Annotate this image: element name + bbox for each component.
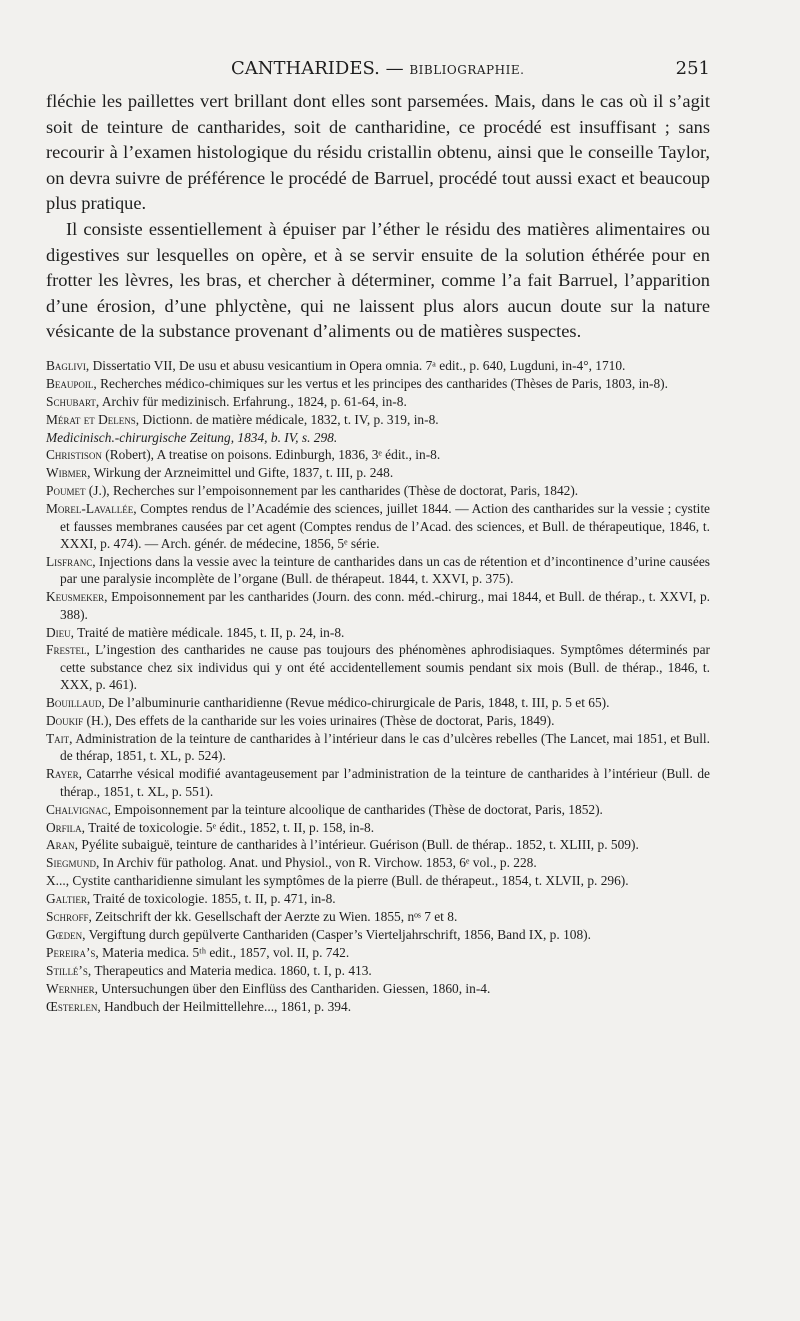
bibliography-entry: [46, 730, 710, 765]
bibliography-entry: [46, 553, 710, 588]
bibliography-entry: [46, 464, 710, 481]
bib-text: (H.), Des effets de la cantharide sur les voies urinaires (Thèse de doctorat, Paris, 1849).: [83, 713, 555, 729]
bib-text: Comptes rendus de l’Académie des sciences, juillet 1844. — Action des cantharides sur la vessie ; cystite et fausses membranes causées par cet agent (Comptes rendus de l’Acad. des sciences, et Bull. de thérapeutique, 1846, t. XXXI, p. 474). — Arch. génér. de médecine, 1856, 5ᵉ série.: [60, 501, 710, 551]
bibliography-entry: [46, 588, 710, 623]
bib-text: Catarrhe vésical modifié avantageusement par l’administration de la teinture de cantharides à l’intérieur (Bull. de thérap., 1851, t. XL, p. 551).: [60, 766, 710, 799]
bibliography-entry: [46, 694, 710, 711]
running-title: CANTHARIDES. — BIBLIOGRAPHIE.: [231, 58, 525, 79]
bib-text: (J.), Recherches sur l’empoisonnement par les cantharides (Thèse de doctorat, Paris, 1842).: [85, 483, 579, 499]
bibliography-entry: [46, 801, 710, 818]
bib-text: Dissertatio VII, De usu et abusu vesicantium in Opera omnia. 7ᵃ edit., p. 640, Lugduni, in-4°, 1710.: [89, 357, 626, 373]
bib-author: Morel-Lavallée,: [46, 501, 137, 517]
bibliography-entry: [46, 819, 710, 836]
bib-author: Mérat et Delens,: [46, 411, 140, 427]
bib-text: Cystite cantharidienne simulant les symptômes de la pierre (Bull. de thérapeut., 1854, t. XLVII, p. 296).: [69, 873, 629, 889]
bib-text: Empoisonnement par les cantharides (Journ. des conn. méd.-chirurg., mai 1844, et Bull. de thérap., t. XXVI, p. 388).: [60, 589, 710, 622]
bib-text: De l’albuminurie cantharidienne (Revue médico-chirurgicale de Paris, 1848, t. III, p. 5 et 65).: [104, 695, 610, 711]
bib-text: Handbuch der Heilmittellehre..., 1861, p. 394.: [100, 998, 352, 1014]
bib-text: Pyélite subaiguë, teinture de cantharides à l’intérieur. Guérison (Bull. de thérap.. 1852, t. XLIII, p. 509).: [78, 837, 639, 853]
bib-text: Materia medica. 5ᵗʰ edit., 1857, vol. II, p. 742.: [98, 944, 350, 960]
bibliography-list: [46, 357, 710, 1015]
bib-text: Administration de la teinture de cantharides à l’intérieur dans le cas d’ulcères rebelles (The Lancet, mai 1851, et Bull. de thérap, 1851, t. XL, p. 524).: [60, 730, 710, 764]
bib-author: Aran,: [46, 837, 79, 853]
bib-author: Schubart,: [46, 393, 100, 409]
bib-author: Orfila,: [46, 819, 86, 835]
bib-author: Pereira’s,: [46, 944, 99, 960]
bib-text: Archiv für medizinisch. Erfahrung., 1824, p. 61-64, in-8.: [99, 393, 407, 409]
bibliography-entry: [46, 908, 710, 925]
bib-text: In Archiv für patholog. Anat. und Physiol., von R. Virchow. 1853, 6ᵉ vol., p. 228.: [99, 855, 537, 871]
bib-author: Wibmer,: [46, 465, 91, 481]
bib-text: Vergiftung durch gepülverte Canthariden (Casper’s Vierteljahrschrift, 1856, Band IX, p. 108).: [85, 926, 591, 942]
bib-author: Poumet: [46, 483, 86, 499]
bibliography-entry: [46, 393, 710, 410]
bibliography-entry: [46, 944, 710, 961]
bibliography-entry: [46, 926, 710, 943]
bibliography-entry: [46, 482, 710, 499]
bib-text: (Robert), A treatise on poisons. Edinburgh, 1836, 3ᵉ édit., in-8.: [101, 447, 441, 463]
bibliography-entry: [46, 411, 710, 428]
bibliography-entry: [46, 375, 710, 392]
bibliography-entry: [46, 712, 710, 729]
bibliography-entry: [46, 429, 710, 446]
bibliography-entry: [46, 357, 710, 374]
bibliography-entry: [46, 765, 710, 800]
running-subtitle: BIBLIOGRAPHIE.: [409, 63, 525, 77]
bib-text: Medicinisch.-chirurgische Zeitung, 1834, b. IV, s. 298.: [46, 429, 338, 445]
body-paragraph-2: Il consiste essentiellement à épuiser par l’éther le résidu des matières alimentaires ou digestives sur lesquelles on opère, et à se servir ensuite de la solution éthérée pour en frotter les lèvres, les bras, et chercher à déterminer, comme l’a fait Barruel, l’apparition d’une érosion, d’une phlyctène, qui ne laissent plus alors aucun doute sur la nature vésicante de la substance provenant d’aliments ou de matières suspectes.: [46, 218, 710, 342]
bib-text: Dictionn. de matière médicale, 1832, t. IV, p. 319, in-8.: [139, 411, 439, 427]
bib-author: Frestel,: [46, 642, 90, 658]
bibliography-entry: [46, 962, 710, 979]
bibliography-entry: [46, 624, 710, 641]
bib-text: L’ingestion des cantharides ne cause pas toujours des phénomènes aphrodisiaques. Symptômes déterminés par cette substance chez six individus qui y ont été accidentellement soumis pendant six mois (Bull. de thérap., 1846, t. XXX, p. 461).: [60, 642, 710, 693]
bibliography-entry: [46, 998, 710, 1015]
bibliography-entry: [46, 641, 710, 693]
bib-text: Traité de toxicologie. 1855, t. II, p. 471, in-8.: [90, 891, 336, 907]
bib-author: Gœden,: [46, 926, 86, 942]
bib-author: Rayer,: [46, 766, 82, 782]
bib-text: Traité de matière médicale. 1845, t. II, p. 24, in-8.: [74, 624, 345, 640]
bib-author: Stillé’s,: [46, 962, 92, 978]
book-page: [46, 58, 710, 1015]
bib-author: Galtier,: [46, 891, 91, 907]
bib-author: Beaupoil,: [46, 375, 97, 391]
bibliography-entry: [46, 836, 710, 853]
bib-text: Injections dans la vessie avec la teinture de cantharides dans un cas de rétention et d’incontinence d’urine causées par une paralysie incomplète de l’organe (Bull. de thérapeut. 1844, t. XXVI, p. 375).: [60, 553, 710, 587]
bib-author: Bouillaud,: [46, 695, 105, 711]
bib-text: Untersuchungen über den Einflüss des Canthariden. Giessen, 1860, in-4.: [98, 980, 491, 996]
bib-author: Chalvignac,: [46, 801, 111, 817]
bib-text: Empoisonnement par la teinture alcoolique de cantharides (Thèse de doctorat, Paris, 1852).: [110, 801, 603, 817]
bibliography-entry: [46, 890, 710, 907]
bib-author: Tait,: [46, 730, 73, 746]
bib-text: Wirkung der Arzneimittel und Gifte, 1837, t. III, p. 248.: [90, 465, 394, 481]
bib-text: Recherches médico-chimiques sur les vertus et les principes des cantharides (Thèses de Paris, 1803, in-8).: [96, 375, 668, 391]
bib-text: Therapeutics and Materia medica. 1860, t. I, p. 413.: [91, 962, 372, 978]
bibliography-entry: [46, 872, 710, 889]
body-paragraph-1: fléchie les paillettes vert brillant dont elles sont parsemées. Mais, dans le cas où il s’agit soit de teinture de cantharides, soit de cantharidine, ce procédé est insuffisant ; sans recourir à l’examen histologique du résidu cristallin obtenu, ainsi que le conseille Taylor, on devra suivre de préférence le procédé de Barruel, procédé tout aussi exact et beaucoup plus pratique.: [46, 91, 710, 214]
bib-author: Œsterlen,: [46, 998, 101, 1014]
bib-author: Baglivi,: [46, 357, 90, 373]
bib-author: X...,: [46, 873, 70, 889]
bibliography-entry: [46, 854, 710, 871]
bib-text: Zeitschrift der kk. Gesellschaft der Aerzte zu Wien. 1855, nᵒˢ 7 et 8.: [91, 909, 458, 925]
bib-author: Siegmund,: [46, 855, 100, 871]
bibliography-entry: [46, 500, 710, 552]
bib-author: Keusmeker,: [46, 589, 108, 605]
bib-author: Schroff,: [46, 909, 92, 925]
bib-author: Dieu,: [46, 624, 75, 640]
running-header: [46, 58, 710, 79]
bib-author: Wernher,: [46, 980, 98, 996]
bibliography-entry: [46, 980, 710, 997]
bib-author: Doukif: [46, 713, 84, 729]
bib-author: Christison: [46, 447, 102, 463]
bib-author: Lisfranc,: [46, 553, 96, 569]
bib-text: Traité de toxicologie. 5ᵉ édit., 1852, t. II, p. 158, in-8.: [85, 819, 375, 835]
bibliography-entry: [46, 446, 710, 463]
page-number: 251: [675, 58, 710, 79]
